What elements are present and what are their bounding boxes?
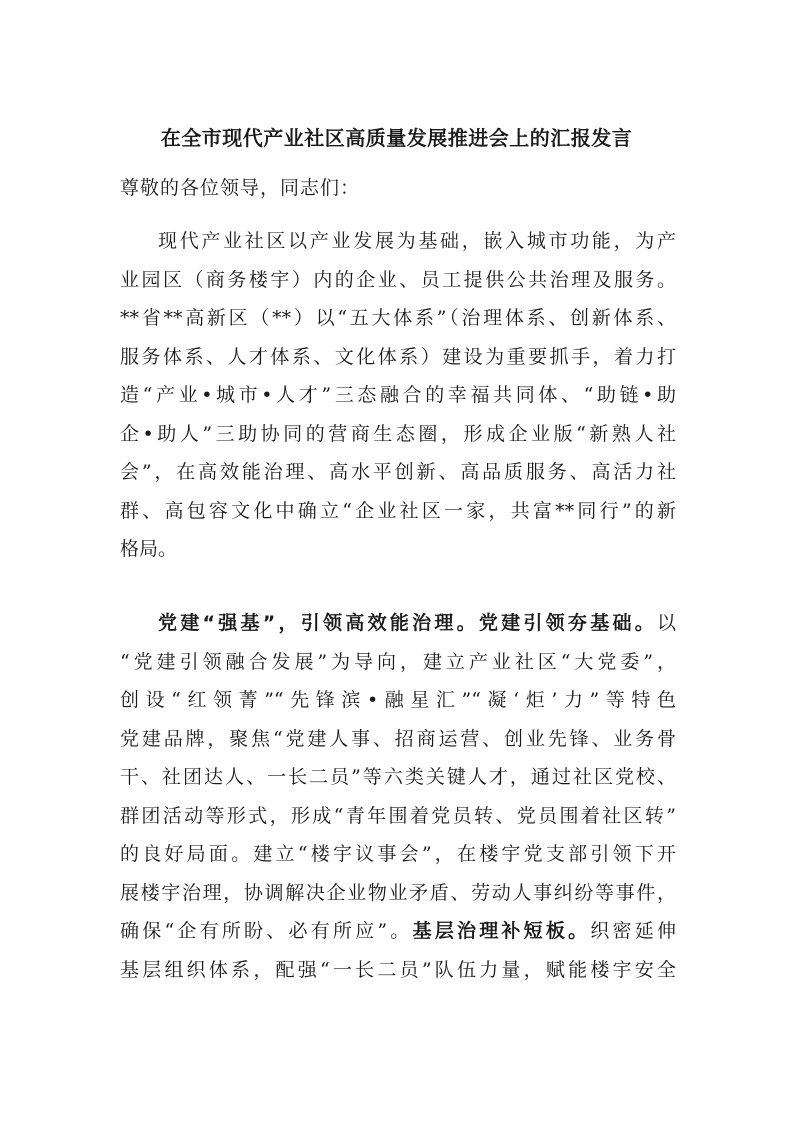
paragraph-text: 确保“企有所盼、必有所应”。 bbox=[120, 920, 413, 942]
paragraph-line: 造“产业•城市•人才”三态融合的幸福共同体、“助链•助 bbox=[120, 384, 676, 406]
paragraph-intro bbox=[120, 222, 676, 569]
paragraph-line: 群团活动等形式，形成“青年围着党员转、党员围着社区转” bbox=[120, 804, 676, 827]
paragraph-party-building bbox=[120, 604, 676, 989]
paragraph-text: 织密延伸 bbox=[590, 920, 676, 942]
paragraph-line: **省**高新区（**）以“五大体系”（治理体系、创新体系、 bbox=[120, 307, 676, 329]
paragraph-line: “党建引领融合发展”为导向，建立产业社区“大党委”， bbox=[120, 650, 676, 673]
subsection-heading: 党建引领夯基础。 bbox=[478, 612, 657, 634]
paragraph-line: 业园区（商务楼宇）内的企业、员工提供公共治理及服务。 bbox=[120, 268, 676, 291]
paragraph-text: 以 bbox=[656, 612, 676, 634]
subsection-heading: 基层治理补短板。 bbox=[412, 920, 591, 942]
paragraph-line: 群、高包容文化中确立“企业社区一家，共富**同行”的新 bbox=[120, 499, 676, 522]
document-title: 在全市现代产业社区高质量发展推进会上的汇报发言 bbox=[160, 126, 633, 150]
greeting: 尊敬的各位领导，同志们： bbox=[120, 177, 361, 199]
paragraph-line bbox=[120, 604, 676, 643]
paragraph-line bbox=[120, 912, 676, 951]
paragraph-line: 服务体系、人才体系、文化体系）建设为重要抓手，着力打 bbox=[120, 345, 676, 368]
paragraph-line: 会”，在高效能治理、高水平创新、高品质服务、高活力社 bbox=[120, 461, 676, 483]
paragraph-line: 格局。 bbox=[120, 538, 178, 560]
section-heading: 党建“强基”，引领高效能治理。 bbox=[158, 612, 479, 634]
paragraph-line: 企•助人”三助协同的营商生态圈，形成企业版“新熟人社 bbox=[120, 422, 676, 445]
paragraph-line: 创设“红领菁”“先锋滨•融星汇”“凝‘炬’力”等特色 bbox=[120, 689, 676, 711]
paragraph-line: 的良好局面。建立“楼宇议事会”，在楼宇党支部引领下开 bbox=[120, 843, 676, 865]
paragraph-line: 基层组织体系，配强“一长二员”队伍力量，赋能楼宇安全 bbox=[120, 958, 676, 981]
paragraph-line: 干、社团达人、一长二员”等六类关键人才，通过社区党校、 bbox=[120, 766, 676, 788]
paragraph-line: 党建品牌，聚焦“党建人事、招商运营、创业先锋、业务骨 bbox=[120, 727, 676, 750]
paragraph-line: 展楼宇治理，协调解决企业物业矛盾、劳动人事纠纷等事件， bbox=[120, 881, 676, 904]
paragraph-line: 现代产业社区以产业发展为基础，嵌入城市功能，为产 bbox=[158, 230, 676, 252]
